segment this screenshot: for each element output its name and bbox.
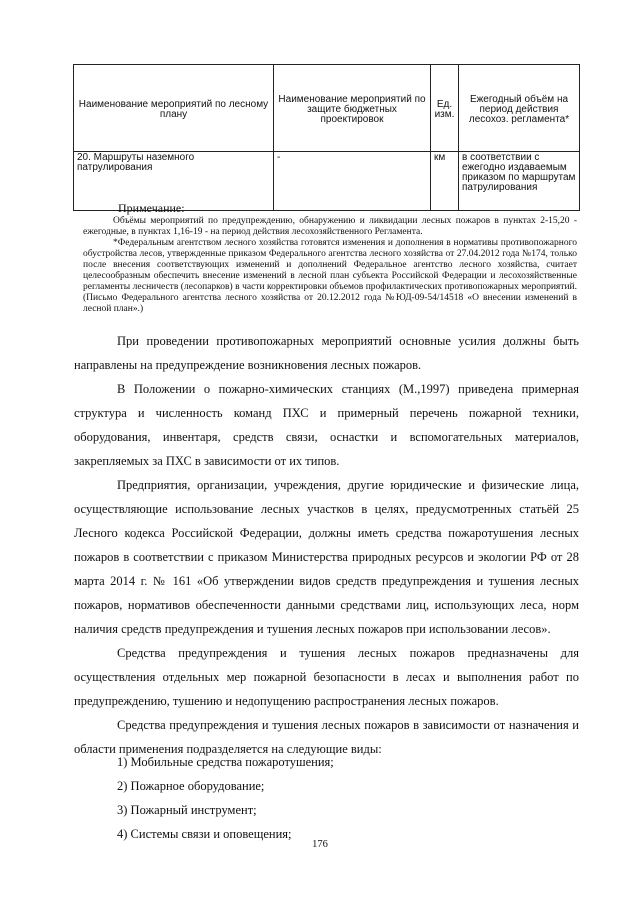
- table-header-cell: Наименование мероприятий по лесному плану: [74, 65, 274, 152]
- note-block: [83, 216, 577, 315]
- list-item: 2) Пожарное оборудование;: [117, 779, 265, 793]
- list-item: 3) Пожарный инструмент;: [117, 803, 257, 817]
- table-header-row: [74, 65, 580, 152]
- note-paragraph: *Федеральным агентством лесного хозяйства готовятся изменения и дополнения в нормативы противопожарного обустройства лесов, утвержденные приказом Федерального агентства лесного хозяйства от 27.04.2012 года №174, только после внесения соответствующих изменений и дополнений Федеральное агентство лесного хозяйства, считает целесообразным обеспечить внесение изменений в лесной план субъекта Российской Федерации и лесохозяйственные регламенты лесничеств (лесопарков) в части корректировки объемов профилактических противопожарных мероприятий. (Письмо Федерального агентства лесного хозяйства от 20.12.2012 года №ЮД-09-54/14518 «О внесении изменений в лесной план».): [83, 238, 577, 314]
- page-number: 176: [312, 839, 328, 850]
- body-text-block: [74, 329, 579, 761]
- note-paragraph: Объёмы мероприятий по предупреждению, обнаружению и ликвидации лесных пожаров в пунктах 2-15,20 - ежегодные, в пунктах 1,16-19 - на период действия лесохозяйственного Регламента.: [83, 216, 577, 237]
- body-paragraph: Средства предупреждения и тушения лесных пожаров предназначены для осуществления отдельных мер пожарной безопасности в лесах и выполнения работ по предупреждению, тушению и недопущению распространения лесных пожаров.: [74, 646, 579, 708]
- body-paragraph: Предприятия, организации, учреждения, другие юридические и физические лица, осуществляющие использование лесных участков в целях, предусмотренных статьёй 25 Лесного кодекса Российской Федерации, должны иметь средства пожаротушения лесных пожаров в соответствии с приказом Министерства природных ресурсов и экологии РФ от 28 марта 2014 г. № 161 «Об утверждении видов средств предупреждения и тушения лесных пожаров, нормативов обеспеченности данными средствами лиц, использующих леса, норм наличия средств предупреждения и тушения лесных пожаров при использовании лесов».: [74, 478, 579, 636]
- body-paragraph: При проведении противопожарных мероприятий основные усилия должны быть направлены на предупреждение возникновения лесных пожаров.: [74, 334, 579, 372]
- measures-table: [73, 64, 580, 211]
- table-cell: км: [431, 152, 459, 211]
- note-heading: Примечание:: [118, 201, 185, 215]
- table-header-cell: Ежегодный объём на период действия лесохоз. регламента*: [459, 65, 580, 152]
- body-paragraph: Средства предупреждения и тушения лесных пожаров в зависимости от назначения и области применения подразделяется на следующие виды:: [74, 718, 579, 756]
- list-item: 1) Мобильные средства пожаротушения;: [117, 755, 334, 769]
- table-cell: -: [274, 152, 431, 211]
- table-header-cell: Ед. изм.: [431, 65, 459, 152]
- table-cell: 20. Маршруты наземного патрулирования: [74, 152, 274, 211]
- body-paragraph: В Положении о пожарно-химических станциях (М.,1997) приведена примерная структура и численность команд ПХС и примерный перечень пожарной техники, оборудования, инвентаря, средств связи, оснастки и вспомогательных материалов, закрепляемых за ПХС в зависимости от их типов.: [74, 382, 579, 468]
- table-cell: в соответствии с ежегодно издаваемым приказом по маршрутам патрулирования: [459, 152, 580, 211]
- table-header-cell: Наименование мероприятий по защите бюджетных проектировок: [274, 65, 431, 152]
- list-item: 4) Системы связи и оповещения;: [117, 827, 292, 841]
